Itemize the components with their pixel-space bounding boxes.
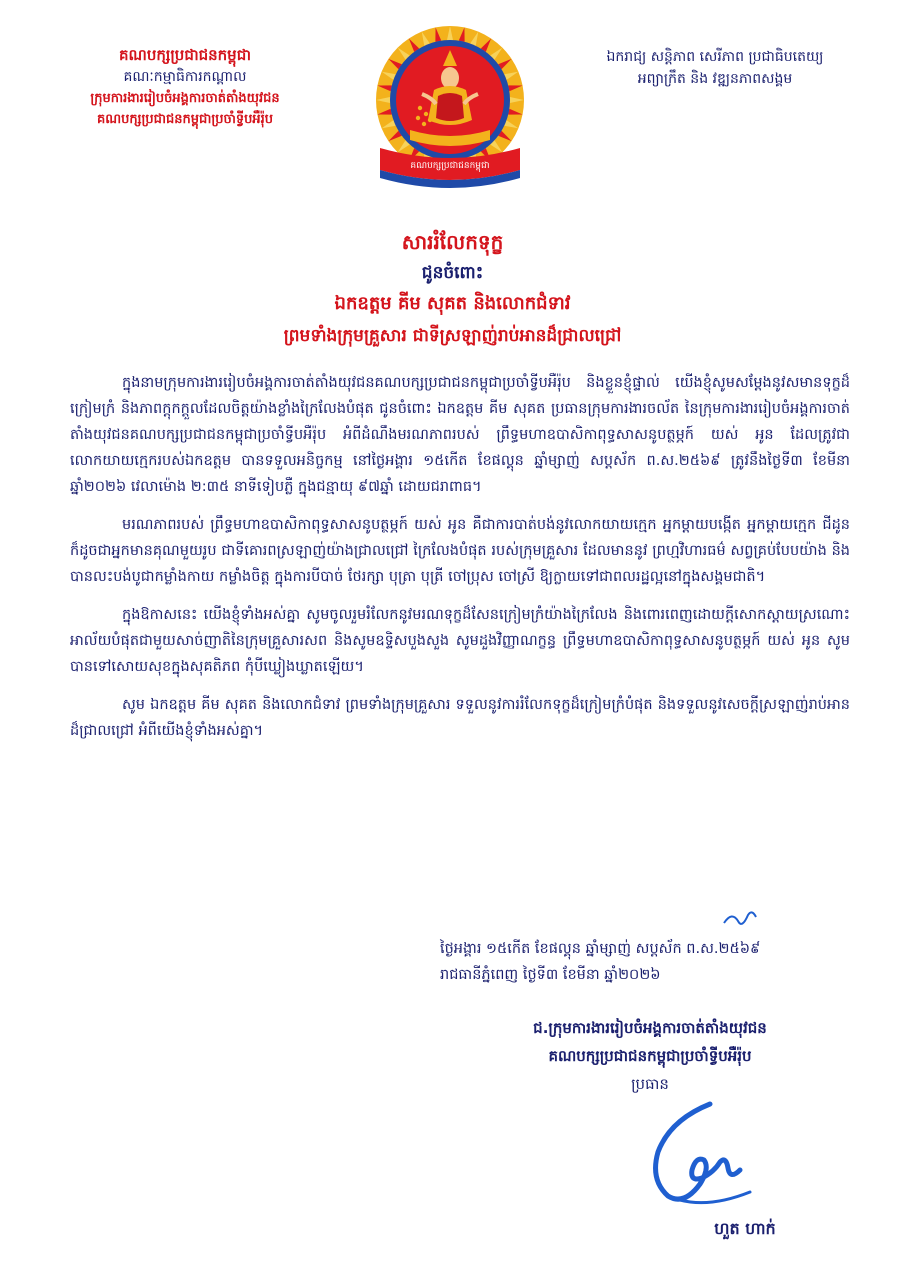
- central-committee: គណៈកម្មាធិការកណ្តាល: [123, 69, 247, 85]
- paragraph-2: មរណភាពរបស់ ព្រឹទ្ធមហាឧបាសិកាពុទ្ធសាសនូបត្ថម្ភក៍ យស់ អូន គឺជាការបាត់បង់នូវលោកយាយក្មេក អ្នកម្តាយបង្កើត អ្នកម្តាយក្មេក ជីដូន ក៏ដូចជាអ្នកមានគុណមួយរូប ជាទីគោរពស្រឡាញ់យ៉ាងជ្រាលជ្រៅ ក្រៃលែងបំផុត របស់ក្រុមគ្រួសារ ដែលមាននូវ ព្រហ្មវិហារធម៌ សព្វគ្រប់បែបយ៉ាង និងបានលះបង់បូជាកម្លាំងកាយ កម្លាំងចិត្ត ក្នុងការបីបាច់ ថែរក្សា បុត្រា បុត្រី ចៅប្រុស ចៅស្រី ឱ្យក្លាយទៅជាពលរដ្ឋល្អនៅក្នុងសង្គមជាតិ។: [70, 517, 850, 585]
- party-logo-icon: [370, 20, 530, 200]
- lunar-date: ថ្ងៃអង្គារ ១៥កើត ខែផល្គុន ឆ្នាំម្សាញ់ សប្តស័ក ព.ស.២៥៦៩: [440, 941, 761, 957]
- title-recipient: ឯកឧត្តម គីម សុគត និងលោកជំទាវ: [334, 293, 571, 314]
- letter-body: [70, 370, 850, 752]
- signing-authority-line1: ជ.ក្រុមការងាររៀបចំអង្គការចាត់តាំងយុវជន: [533, 1019, 767, 1037]
- title-condolence: សាររំលែកទុក្ខ: [401, 230, 504, 254]
- party-europe: គណបក្សប្រជាជនកម្ពុជាប្រចាំទ្វីបអឺរ៉ុប: [96, 112, 274, 127]
- motto-line2: អព្យាក្រឹត និង វឌ្ឍនភាពសង្គម: [637, 71, 793, 87]
- paragraph-3: ក្នុងឱកាសនេះ យើងខ្ញុំទាំងអស់គ្នា សូមចូលរួមរំលែកនូវមរណទុក្ខដ៏សែនក្រៀមក្រំយ៉ាងក្រៃលែង និងពោរពេញដោយក្តីសោកស្តាយស្រណោះអាល័យបំផុតជាមួយសាច់ញាតិនៃក្រុមគ្រួសារសព និងសូមឧទ្ទិសបួងសួង សូមដួងវិញ្ញាណក្ខន្ធ ព្រឹទ្ធមហាឧបាសិកាពុទ្ធសាសនូបត្ថម្ភក៍ យស់ អូន សូមបានទៅសោយសុខក្នុងសុគតិភព កុំបីឃ្លៀងឃ្លាតឡើយ។: [70, 607, 850, 675]
- letter-title: [60, 226, 845, 352]
- title-family: ព្រមទាំងក្រុមគ្រួសារ ជាទីស្រឡាញ់រាប់អានដ៏ជ្រាលជ្រៅ: [283, 326, 622, 346]
- party-name: គណបក្សប្រជាជនកម្ពុជា: [119, 46, 251, 64]
- motto-line1: ឯករាជ្យ សន្តិភាព សេរីភាព ប្រជាធិបតេយ្យ: [606, 49, 824, 65]
- youth-working-group: ក្រុមការងាររៀបចំអង្គការចាត់តាំងយុវជន: [90, 91, 280, 106]
- handwritten-signature-icon: [640, 1100, 770, 1210]
- paragraph-4: សូម ឯកឧត្តម គីម សុគត និងលោកជំទាវ ព្រមទាំងក្រុមគ្រួសារ ទទួលនូវការរំលែកទុក្ខដ៏ក្រៀមក្រំបំផុត និងទទួលនូវសេចក្តីស្រឡាញ់រាប់អានដ៏ជ្រាលជ្រៅ អំពីយើងខ្ញុំទាំងអស់គ្នា។: [70, 697, 850, 739]
- flourish-mark-icon: [720, 905, 760, 935]
- title-addressed-to: ជូនចំពោះ: [421, 263, 484, 283]
- party-header: [40, 44, 330, 130]
- paragraph-1: ក្នុងនាមក្រុមការងាររៀបចំអង្គការចាត់តាំងយុវជនគណបក្សប្រជាជនកម្ពុជាប្រចាំទ្វីបអឺរ៉ុប និងខ្លួនខ្ញុំផ្ទាល់ យើងខ្ញុំសូមសម្តែងនូវសមានទុក្ខដ៏ក្រៀមក្រំ និងភាពក្តុកក្តួលដែលចិត្តយ៉ាងខ្លាំងក្រៃលែងបំផុត ជូនចំពោះ ឯកឧត្តម គីម សុគត ប្រធានក្រុមការងារចល័ត នៃក្រុមការងាររៀបចំអង្គការចាត់តាំងយុវជនគណបក្សប្រជាជនកម្ពុជាប្រចាំទ្វីបអឺរ៉ុប អំពីដំណឹងមរណភាពរបស់ ព្រឹទ្ធមហាឧបាសិកាពុទ្ធសាសនូបត្ថម្ភក៍ យស់ អូន ដែលត្រូវជាលោកយាយក្មេករបស់ឯកឧត្តម បានទទួលអនិច្ចកម្ម នៅថ្ងៃអង្គារ ១៥កើត ខែផល្គុន ឆ្នាំម្សាញ់ សប្តស័ក ព.ស.២៥៦៩ ត្រូវនឹងថ្ងៃទី៣ ខែមីនា ឆ្នាំ២០២៦ វេលាម៉ោង ២:៣៥ នាទីទៀបភ្លឺ ក្នុងជន្មាយុ ៩៧ឆ្នាំ ដោយជរាពាធ។: [70, 375, 850, 495]
- signing-authority-line2: គណបក្សប្រជាជនកម្ពុជាប្រចាំទ្វីបអឺរ៉ុប: [548, 1047, 752, 1065]
- signer-name: ហួត ហាក់: [714, 1219, 776, 1238]
- solar-date: រាជធានីភ្នំពេញ ថ្ងៃទី៣ ខែមីនា ឆ្នាំ២០២៦: [440, 967, 661, 983]
- national-motto: [565, 46, 865, 90]
- logo-banner-text: គណបក្សប្រជាជនកម្ពុជា: [410, 161, 490, 171]
- letter-date: [440, 936, 840, 988]
- signature-block: [440, 1014, 860, 1098]
- signer-title: ប្រធាន: [631, 1075, 669, 1093]
